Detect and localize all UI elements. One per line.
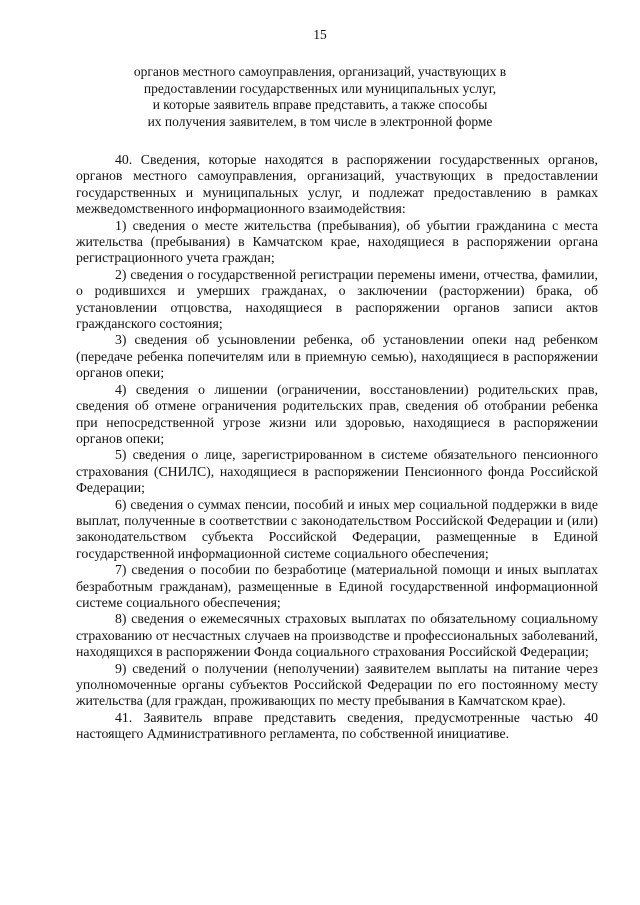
list-item-8: 8) сведения о ежемесячных страховых выплатах по обязательному социальному страхованию от несчастных случаев на производстве и профессиональных заболеваний, находящихся в распоряжении Фонда социального страхования Российской Федерации; xyxy=(76,611,598,660)
heading-line: органов местного самоуправления, организаций, участвующих в xyxy=(133,64,507,79)
list-item-3: 3) сведения об усыновлении ребенка, об установлении опеки над ребенком (передаче ребенка попечителям или в приемную семью), находящиеся в распоряжении органов опеки; xyxy=(76,332,598,381)
list-item-4: 4) сведения о лишении (ограничении, восстановлении) родительских прав, сведения об отмене ограничения родительских прав, сведения об отобрании ребенка при непосредственной угрозе жизни или здоровью, находящиеся в распоряжении органов опеки; xyxy=(76,381,598,446)
heading-line: и которые заявитель вправе представить, а также способы xyxy=(152,97,488,113)
page-number: 15 xyxy=(313,27,327,42)
list-item-7: 7) сведения о пособии по безработице (материальной помощи и иных выплатах безработным гражданам), размещенные в Единой государственной информационной системе социального обеспечения; xyxy=(76,562,598,610)
list-item-2: 2) сведения о государственной регистрации перемены имени, отчества, фамилии, о родившихся и умерших гражданах, о заключении (расторжении) брака, об установлении отцовства, находящиеся в распоряжении органов записи актов гражданского состояния; xyxy=(76,266,598,332)
list-item-1: 1) сведения о месте жительства (пребывания), об убытии гражданина с места жительства (пребывания) в Камчатском крае, находящиеся в распоряжении органа регистрационного учета граждан; xyxy=(76,217,598,266)
heading-line: предоставлении государственных или муниципальных услуг, xyxy=(143,80,497,96)
paragraph-40: 40. Сведения, которые находятся в распоряжении государственных органов, органов местного самоуправления, организаций, участвующих в предоставлении государственных и муниципальных услуг, и подлежат предоставлению в рамках межведомственного информационного взаимодействия: xyxy=(76,152,598,217)
heading-line: их получения заявителем, в том числе в электронной форме xyxy=(147,113,493,129)
list-item-9: 9) сведений о получении (неполучении) заявителем выплаты на питание через уполномоченные органы субъектов Российской Федерации по его постоянному месту жительства (для граждан, проживающих по месту пребывания в Камчатском крае). xyxy=(76,660,598,709)
list-item-6: 6) сведения о суммах пенсии, пособий и иных мер социальной поддержки в виде выплат, полученные в соответствии с законодательством Российской Федерации и (или) законодательством субъекта Российской Федерации, размещенные в Единой государственной информационной системе социального обеспечения; xyxy=(76,496,598,561)
list-item-5: 5) сведения о лице, зарегистрированном в системе обязательного пенсионного страхования (СНИЛС), находящиеся в распоряжении Пенсионного фонда Российской Федерации; xyxy=(76,447,598,496)
section-heading xyxy=(100,64,540,130)
document-body xyxy=(76,152,598,743)
paragraph-41: 41. Заявитель вправе представить сведения, предусмотренные частью 40 настоящего Административного регламента, по собственной инициативе. xyxy=(76,709,598,742)
